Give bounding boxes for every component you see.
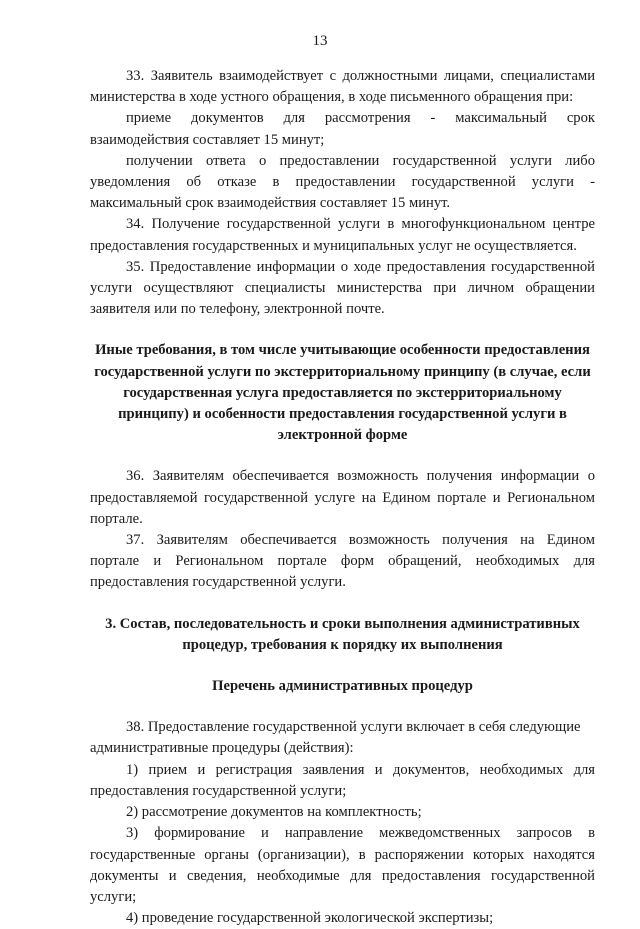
procedure-item-2: 2) рассмотрение документов на комплектность; bbox=[126, 804, 422, 821]
paragraph-35: 35. Предоставление информации о ходе предоставления государственной услуги осуществляют специалисты министерства при личном обращении заявителя или по телефону, электронной почте. bbox=[90, 258, 595, 318]
paragraph-38: 38. Предоставление государственной услуги включает в себя следующие административные процедуры (действия): bbox=[90, 719, 581, 757]
paragraph-37: 37. Заявителям обеспечивается возможность получения на Едином портале и Региональном портале форм обращений, необходимых для предоставления государственной услуги. bbox=[90, 532, 595, 591]
page-number: 13 bbox=[312, 33, 328, 49]
paragraph-33-item-2: получении ответа о предоставлении государственной услуги либо уведомления об отказе в предоставлении государственной услуги - максимальный срок взаимодействия составляет 15 минут. bbox=[90, 152, 595, 212]
paragraph-33-item-1: приеме документов для рассмотрения - максимальный срок взаимодействия составляет 15 минут; bbox=[90, 110, 595, 148]
document-body bbox=[90, 66, 595, 929]
procedure-item-1: 1) прием и регистрация заявления и документов, необходимых для предоставления государственной услуги; bbox=[90, 761, 595, 799]
paragraph-34: 34. Получение государственной услуги в многофункциональном центре предоставления государственных и муниципальных услуг не осуществляется. bbox=[90, 216, 595, 254]
subheading-procedures: Перечень административных процедур bbox=[212, 678, 473, 695]
section-heading: 3. Состав, последовательность и сроки выполнения административных процедур, требования к порядку их выполнения bbox=[105, 615, 580, 653]
procedure-item-4: 4) проведение государственной экологической экспертизы; bbox=[126, 910, 494, 927]
heading-extraterritorial: Иные требования, в том числе учитывающие особенности предоставления государственной услуги по экстерриториальному принципу (в случае, если государственная услуга предоставляется по экстерриториальному принципу) и особенности предоставления государственной услуги в электронной форме bbox=[94, 342, 591, 444]
procedure-item-3: 3) формирование и направление межведомственных запросов в государственные органы (организации), в распоряжении которых находятся документы и сведения, необходимые для предоставления государственной услуги; bbox=[90, 825, 595, 905]
paragraph-33: 33. Заявитель взаимодействует с должностными лицами, специалистами министерства в ходе устного обращения, в ходе письменного обращения при: bbox=[90, 68, 595, 106]
paragraph-36: 36. Заявителям обеспечивается возможность получения информации о предоставляемой государственной услуге на Едином портале и Региональном портале. bbox=[90, 468, 595, 527]
